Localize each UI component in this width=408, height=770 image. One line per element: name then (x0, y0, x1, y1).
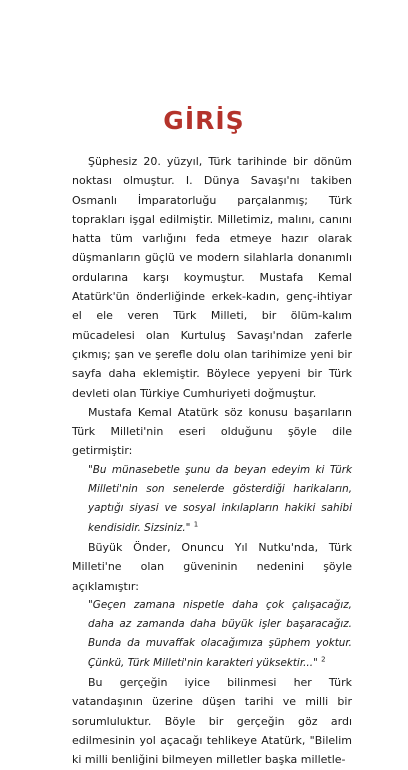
quote-2 (72, 596, 352, 673)
quote-1-text: "Bu münasebetle şunu da beyan edeyim ki Türk Milleti'nin son senelerde gösterdiği harikaların, yaptığı siyasi ve sosyal inkılapların hakiki sahibi kendisidir. Sizsiniz." (88, 463, 352, 534)
paragraph-1: Şüphesiz 20. yüzyıl, Türk tarihinde bir dönüm noktası olmuştur. I. Dünya Savaşı'nı takiben Osmanlı İmparatorluğu parçalanmış; Türk toprakları işgal edilmiştir. Milletimiz, malını, canını hatta tüm varlığını feda etmeye hazır olarak düşmanların güçlü ve modern silahlarla donanımlı ordularına karşı koymuştur. Mustafa Kemal Atatürk'ün önderliğinde erkek-kadın, genç-ihtiyar el ele veren Türk Milleti, bir ölüm-kalım mücadelesi olan Kurtuluş Savaşı'ndan zaferle çıkmış; şan ve şerefle dolu olan tarihimize yeni bir sayfa daha eklemiştir. Böylece yepyeni bir Türk devleti olan Türkiye Cumhuriyeti doğmuştur. (72, 155, 352, 400)
footnote-marker-1: 1 (193, 520, 199, 529)
paragraph-2: Mustafa Kemal Atatürk söz konusu başarıların Türk Milleti'nin eseri olduğunu şöyle dile getirmiştir: (72, 405, 352, 458)
footnote-marker-2: 2 (321, 655, 326, 664)
quote-2-text: "Geçen zamana nispetle daha çok çalışacağız, daha az zamanda daha büyük işler başaracağız. Bunda da muvaffak olacağımıza şüphem yoktur. Çünkü, Türk Milleti'nin karakteri yüksektir..." (88, 598, 352, 669)
quote-1 (72, 461, 352, 538)
paragraph-4: Bu gerçeğin iyice bilinmesi her Türk vatandaşının üzerine düşen tarihi ve milli bir sorumluluktur. Böyle bir gerçeğin göz ardı edilmesinin yol açacağı tehlikeye Atatürk, "Bilelim ki milli benliğini bilmeyen milletler başka milletle- (72, 676, 352, 767)
paragraph-3: Büyük Önder, Onuncu Yıl Nutku'nda, Türk Milleti'ne olan güveninin nedenini şöyle açıklamıştır: (72, 540, 352, 593)
chapter-title: GİRİŞ (163, 106, 245, 135)
body-text (72, 152, 352, 770)
